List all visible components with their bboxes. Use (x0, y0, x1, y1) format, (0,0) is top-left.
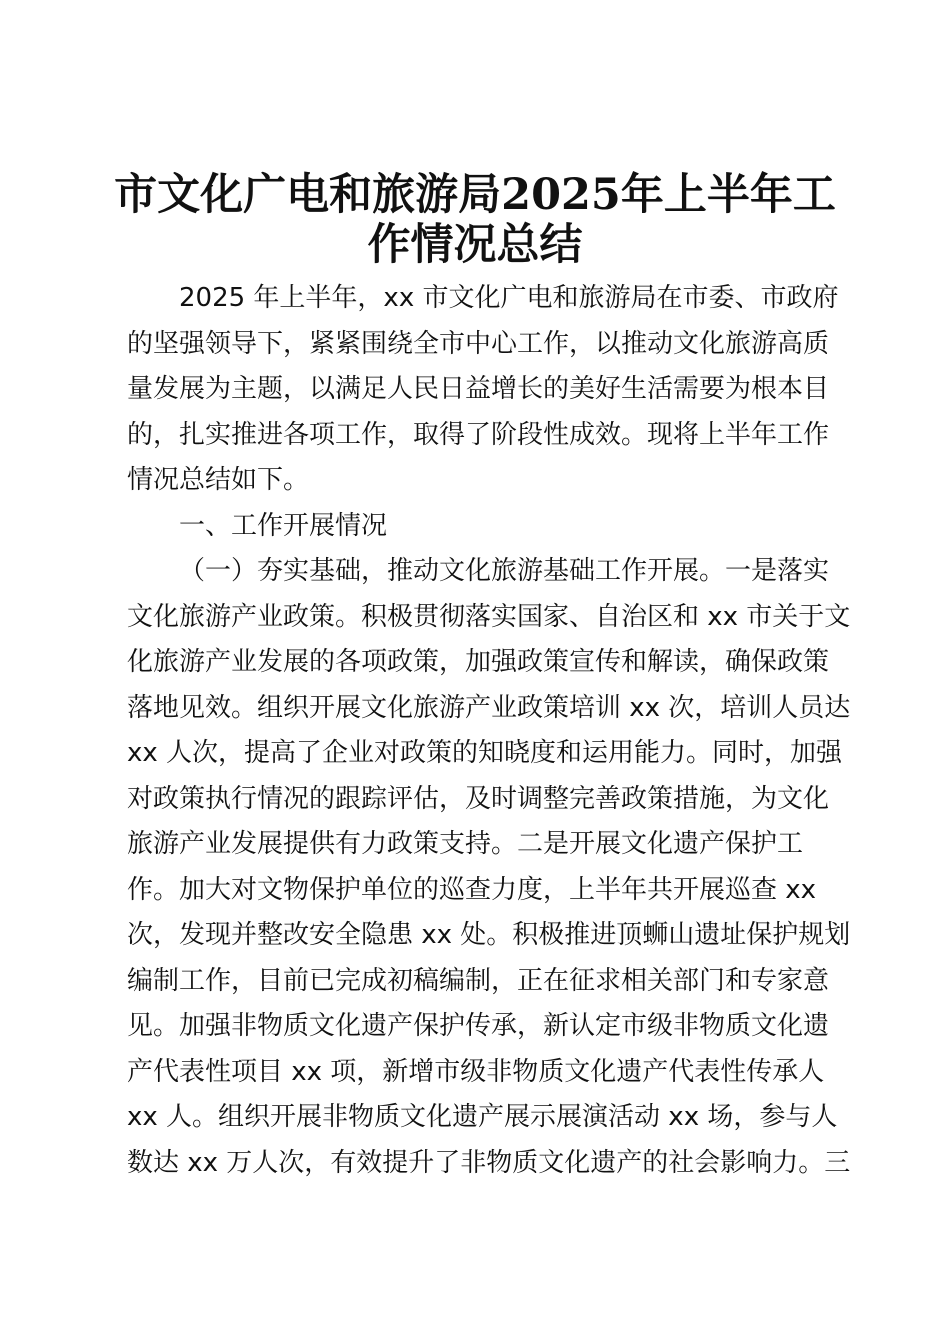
text-line: 数达 xx 万人次，有效提升了非物质文化遗产的社会影响力。三 (127, 1147, 851, 1178)
text-line: 情况总结如下。 (127, 465, 310, 495)
text-line: xx 人次，提高了企业对政策的知晓度和运用能力。同时，加强 (127, 738, 843, 768)
text-line: （一）夯实基础，推动文化旅游基础工作开展。一是落实 (179, 556, 830, 586)
text-line: 产代表性项目 xx 项，新增市级非物质文化遗产代表性传承人 (127, 1056, 825, 1087)
text-line: 2025 年上半年，xx 市文化广电和旅游局在市委、市政府 (179, 283, 839, 313)
text-line: 编制工作，目前已完成初稿编制，正在征求相关部门和专家意 (127, 965, 830, 996)
section-paragraph (127, 549, 851, 1186)
text-line: 旅游产业发展提供有力政策支持。二是开展文化遗产保护工 (127, 829, 804, 859)
section-heading-text: 一、工作开展情况 (179, 510, 388, 541)
text-line: 见。加强非物质文化遗产保护传承，新认定市级非物质文化遗 (127, 1011, 830, 1041)
text-line: 量发展为主题，以满足人民日益增长的美好生活需要为根本目 (127, 374, 830, 404)
section-heading (127, 504, 827, 550)
title-line-1: 市文化广电和旅游局2025年上半年工 (114, 170, 836, 220)
text-line: 落地见效。组织开展文化旅游产业政策培训 xx 次，培训人员达 (127, 692, 851, 723)
document-body (127, 276, 851, 1186)
text-line: 的坚强领导下，紧紧围绕全市中心工作，以推动文化旅游高质 (127, 328, 830, 359)
document-title (100, 170, 850, 270)
text-line: 作。加大对文物保护单位的巡查力度，上半年共开展巡查 xx (127, 874, 817, 905)
text-line: 文化旅游产业政策。积极贯彻落实国家、自治区和 xx 市关于文 (127, 601, 851, 632)
text-line: xx 人。组织开展非物质文化遗产展示展演活动 xx 场，参与人 (127, 1102, 838, 1132)
text-line: 对政策执行情况的跟踪评估，及时调整完善政策措施，为文化 (127, 783, 830, 814)
text-line: 次，发现并整改安全隐患 xx 处。积极推进顶蛳山遗址保护规划 (127, 920, 851, 950)
text-line: 化旅游产业发展的各项政策，加强政策宣传和解读，确保政策 (127, 647, 830, 677)
title-line-2: 作情况总结 (367, 220, 583, 270)
text-line: 的，扎实推进各项工作，取得了阶段性成效。现将上半年工作 (127, 419, 830, 450)
intro-paragraph (127, 276, 839, 504)
